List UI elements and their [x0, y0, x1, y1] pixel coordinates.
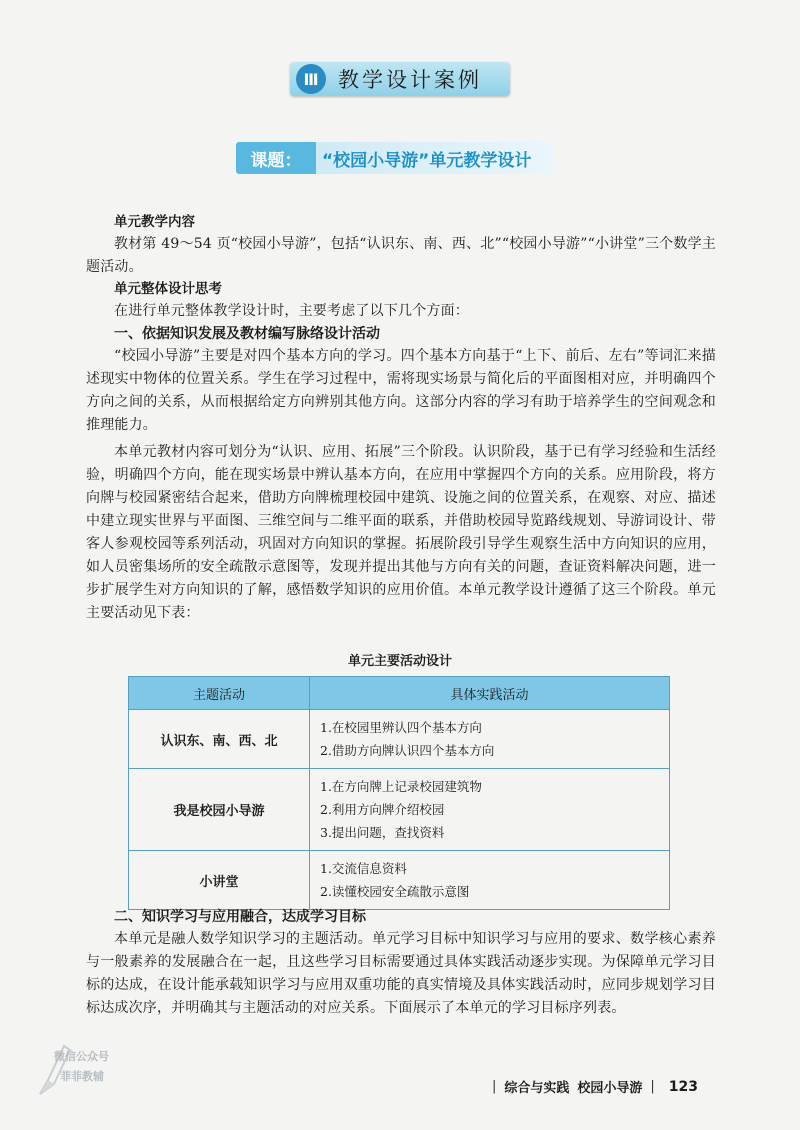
lesson-title-bar: [236, 142, 554, 174]
section-banner: [290, 62, 510, 96]
point1-heading: 一、依据知识发展及教材编写脉络设计活动: [114, 326, 380, 342]
unit-content-heading: 单元教学内容: [114, 214, 195, 230]
activity-item: 1.交流信息资料: [320, 861, 407, 876]
activity-item: 1.在校园里辨认四个基本方向: [320, 720, 482, 735]
table-cell-activities: [310, 851, 670, 910]
table-cell-activities: [310, 710, 670, 769]
lesson-title: “校园小导游”单元教学设计: [322, 150, 532, 171]
design-thoughts-intro: 在进行单元整体教学设计时，主要考虑了以下几个方面：: [114, 303, 469, 319]
point1-paragraph-2: 本单元教材内容可划分为“认识、应用、拓展”三个阶段。认识阶段，基于已有学习经验和生活经验，明确四个方向，能在现实场景中辨认基本方向，在应用中掌握四个方向的关系。应用阶段，将方向牌与校园紧密结合起来，借助方向牌梳理校园中建筑、设施之间的位置关系，在观察、对应、描述中建立现实世界与平面图、三维空间与二维平面的联系，并借助校园导览路线规划、导游词设计、带客人参观校园等系列活动，巩固对方向知识的掌握。拓展阶段引导学生观察生活中方向知识的应用，如人员密集场所的安全疏散示意图等，发现并提出其他与方向有关的问题，查证资料解决问题，进一步扩展学生对方向知识的了解，感悟数学知识的应用价值。本单元教学设计遵循了这三个阶段。单元主要活动见下表：: [86, 444, 716, 621]
table-header-activities: 具体实践活动: [310, 677, 670, 710]
table-cell-theme: 我是校园小导游: [129, 769, 310, 851]
page-footer: | 综合与实践 校园小导游 | 123: [491, 1078, 698, 1096]
table-cell-theme: 认识东、南、西、北: [129, 710, 310, 769]
footer-unit: 校园小导游: [577, 1081, 643, 1096]
watermark: [34, 1040, 144, 1110]
page-number: 123: [668, 1078, 698, 1095]
table-header-row: [129, 677, 670, 710]
section2-paragraph: 本单元是融人数学知识学习的主题活动。单元学习目标中知识学习与应用的要求、数学核心素养与一般素养的发展融合在一起，且这些学习目标需要通过具体实践活动逐步实现。为保障单元学习目标的达成，在设计能承载知识学习与应用双重功能的真实情境及具体实践活动时，应同步规划学习目标达成次序，并明确其与主题活动的对应关系。下面展示了本单元的学习目标序列表。: [86, 931, 716, 1016]
footer-category: 综合与实践: [504, 1081, 570, 1096]
table-cell-activities: [310, 769, 670, 851]
activity-table: [128, 676, 670, 910]
activity-item: 3.提出问题，查找资料: [320, 825, 445, 840]
watermark-line-2: 菲菲教辅: [60, 1070, 104, 1083]
activity-item: 2.利用方向牌介绍校园: [320, 802, 445, 817]
section2-content: [86, 906, 716, 1020]
table-row: [129, 710, 670, 769]
main-content: [86, 212, 716, 625]
table-row: [129, 851, 670, 910]
lesson-prefix: 课题：: [250, 150, 302, 171]
design-thoughts-heading: 单元整体设计思考: [114, 281, 222, 297]
activity-item: 2.读懂校园安全疏散示意图: [320, 884, 470, 899]
section2-heading: 二、知识学习与应用融合，达成学习目标: [114, 909, 366, 925]
table-caption: 单元主要活动设计: [347, 654, 452, 669]
table-header-theme: 主题活动: [129, 677, 310, 710]
table-row: [129, 769, 670, 851]
point1-paragraph-1: “校园小导游”主要是对四个基本方向的学习。四个基本方向基于“上下、前后、左右”等词汇来描述现实中物体的位置关系。学生在学习过程中，需将现实场景与简化后的平面图相对应，并明确四个方向之间的关系，从而根据给定方向辨别其他方向。这部分内容的学习有助于培养学生的空间观念和推理能力。: [86, 348, 716, 433]
table-cell-theme: 小讲堂: [129, 851, 310, 910]
section-number-badge: Ⅲ: [296, 64, 326, 94]
activity-item: 2.借助方向牌认识四个基本方向: [320, 743, 495, 758]
watermark-line-1: 微信公众号: [54, 1050, 109, 1063]
activity-item: 1.在方向牌上记录校园建筑物: [320, 779, 482, 794]
unit-content-text: 教材第 49～54 页“校园小导游”，包括“认识东、南、西、北”“校园小导游”“小讲堂”三个数学主题活动。: [86, 236, 716, 275]
section-title: 教学设计案例: [338, 68, 482, 92]
